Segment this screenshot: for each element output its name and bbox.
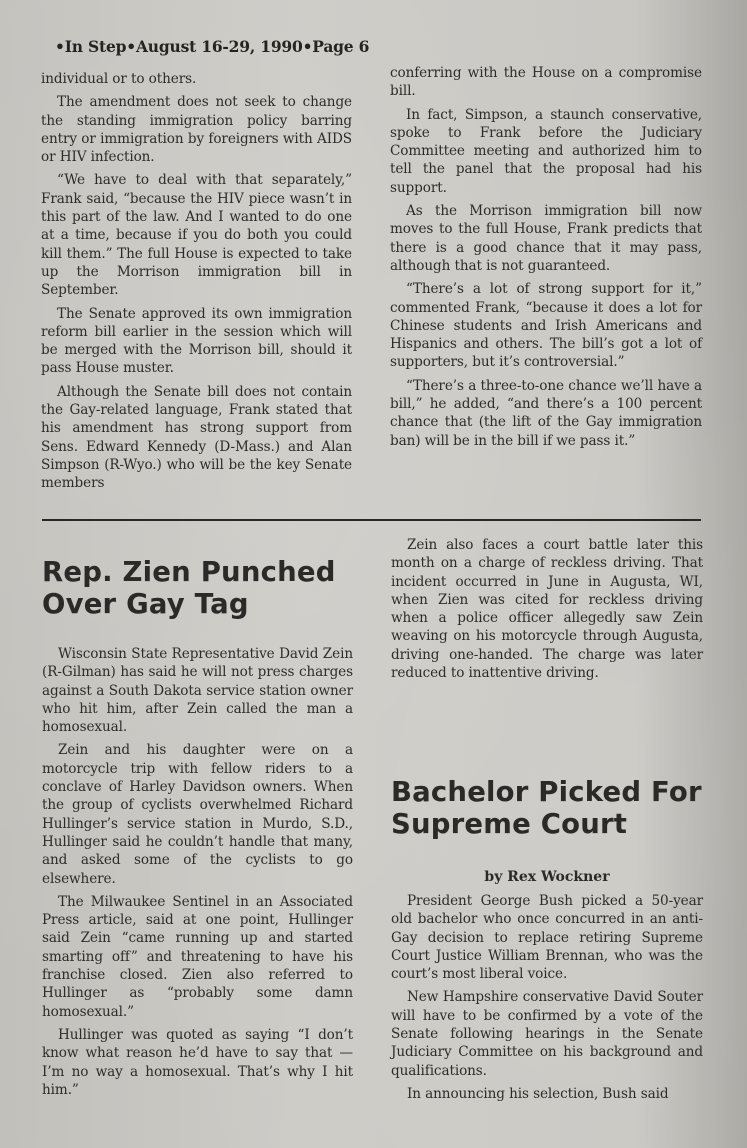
paragraph: Zein also faces a court battle later this month on a charge of reckless driving. That incident occurred in June in Augusta, WI, when Zien was cited for reckless driving when a police officer allegedly saw Zein weaving on his motorcycle through Augusta, driving one-handed. The charge was later reduced to inattentive driving.: [391, 537, 703, 682]
paragraph: New Hampshire conservative David Souter will have to be confirmed by a vote of the Senate following hearings in the Senate Judiciary Committee on his background and qualifications.: [391, 989, 703, 1079]
paragraph: As the Morrison immigration bill now moves to the full House, Frank predicts that there is a good chance that it may pass, although that is not guaranteed.: [390, 203, 702, 274]
article2-left-column: [42, 645, 353, 1104]
paragraph: The Milwaukee Sentinel in an Associated Press article, said at one point, Hullinger said Zein “came running up and started smarting off” and threatening to have his franchise closed. Zien also referred to Hullinger as “probably some damn homosexual.”: [42, 893, 353, 1020]
section-divider: [42, 519, 701, 521]
paragraph: The amendment does not seek to change the standing immigration policy barring entry or immigration by foreigners with AIDS or HIV infection.: [41, 94, 352, 166]
article3-body: [391, 892, 703, 1108]
article2-right-column: [391, 536, 703, 687]
paragraph: Hullinger was quoted as saying “I don’t know what reason he’d have to say that — I’m no way a homosexual. That’s why I hit him.”: [42, 1026, 353, 1098]
paragraph: “There’s a lot of strong support for it,” commented Frank, “because it does a lot for Chinese students and Irish Americans and Hispanics and others. The bill’s got a lot of supporters, but it’s controversial.”: [390, 281, 702, 371]
article1-right-column: [390, 64, 702, 455]
running-head: •In Step•August 16-29, 1990•Page 6: [55, 37, 370, 56]
article1-left-column: [41, 70, 352, 498]
paragraph: President George Bush picked a 50-year old bachelor who once concurred in an anti-Gay decision to replace retiring Supreme Court Justice William Brennan, who was the court’s most liberal voice.: [391, 893, 703, 983]
article3-headline: Bachelor Picked For Supreme Court: [391, 776, 702, 840]
paragraph: “There’s a three-to-one chance we’ll have a bill,” he added, “and there’s a 100 percent chance that (the lift of the Gay immigration ban) will be in the bill if we pass it.”: [390, 377, 702, 449]
paragraph: In fact, Simpson, a staunch conservative, spoke to Frank before the Judiciary Committee meeting and authorized him to tell the panel that the proposal had his support.: [390, 106, 702, 196]
paragraph: individual or to others.: [41, 71, 197, 87]
paragraph: Although the Senate bill does not contain the Gay-related language, Frank stated that his amendment has strong support from Sens. Edward Kennedy (D-Mass.) and Alan Simpson (R-Wyo.) who will be the key Senate members: [41, 383, 352, 492]
article2-headline: Rep. Zien Punched Over Gay Tag: [42, 556, 336, 620]
paragraph: In announcing his selection, Bush said: [407, 1085, 669, 1102]
paragraph: “We have to deal with that separately,” Frank said, “because the HIV piece wasn’t in this part of the law. And I wanted to do one at a time, because if you do both you could kill them.” The full House is expected to take up the Morrison immigration bill in September.: [41, 172, 352, 299]
article3-byline: by Rex Wockner: [484, 869, 610, 885]
paragraph: conferring with the House on a compromise bill.: [390, 65, 702, 100]
paragraph: Zein and his daughter were on a motorcycle trip with fellow riders to a conclave of Harley Davidson owners. When the group of cyclists overwhelmed Richard Hullinger’s service station in Murdo, S.D., Hullinger said he couldn’t handle that many, and asked some of the cyclists to go elsewhere.: [42, 742, 353, 887]
paragraph: Wisconsin State Representative David Zein (R-Gilman) has said he will not press charges against a South Dakota service station owner who hit him, after Zein called the man a homosexual.: [42, 646, 353, 736]
paragraph: The Senate approved its own immigration reform bill earlier in the session which will be merged with the Morrison bill, should it pass House muster.: [41, 305, 352, 377]
